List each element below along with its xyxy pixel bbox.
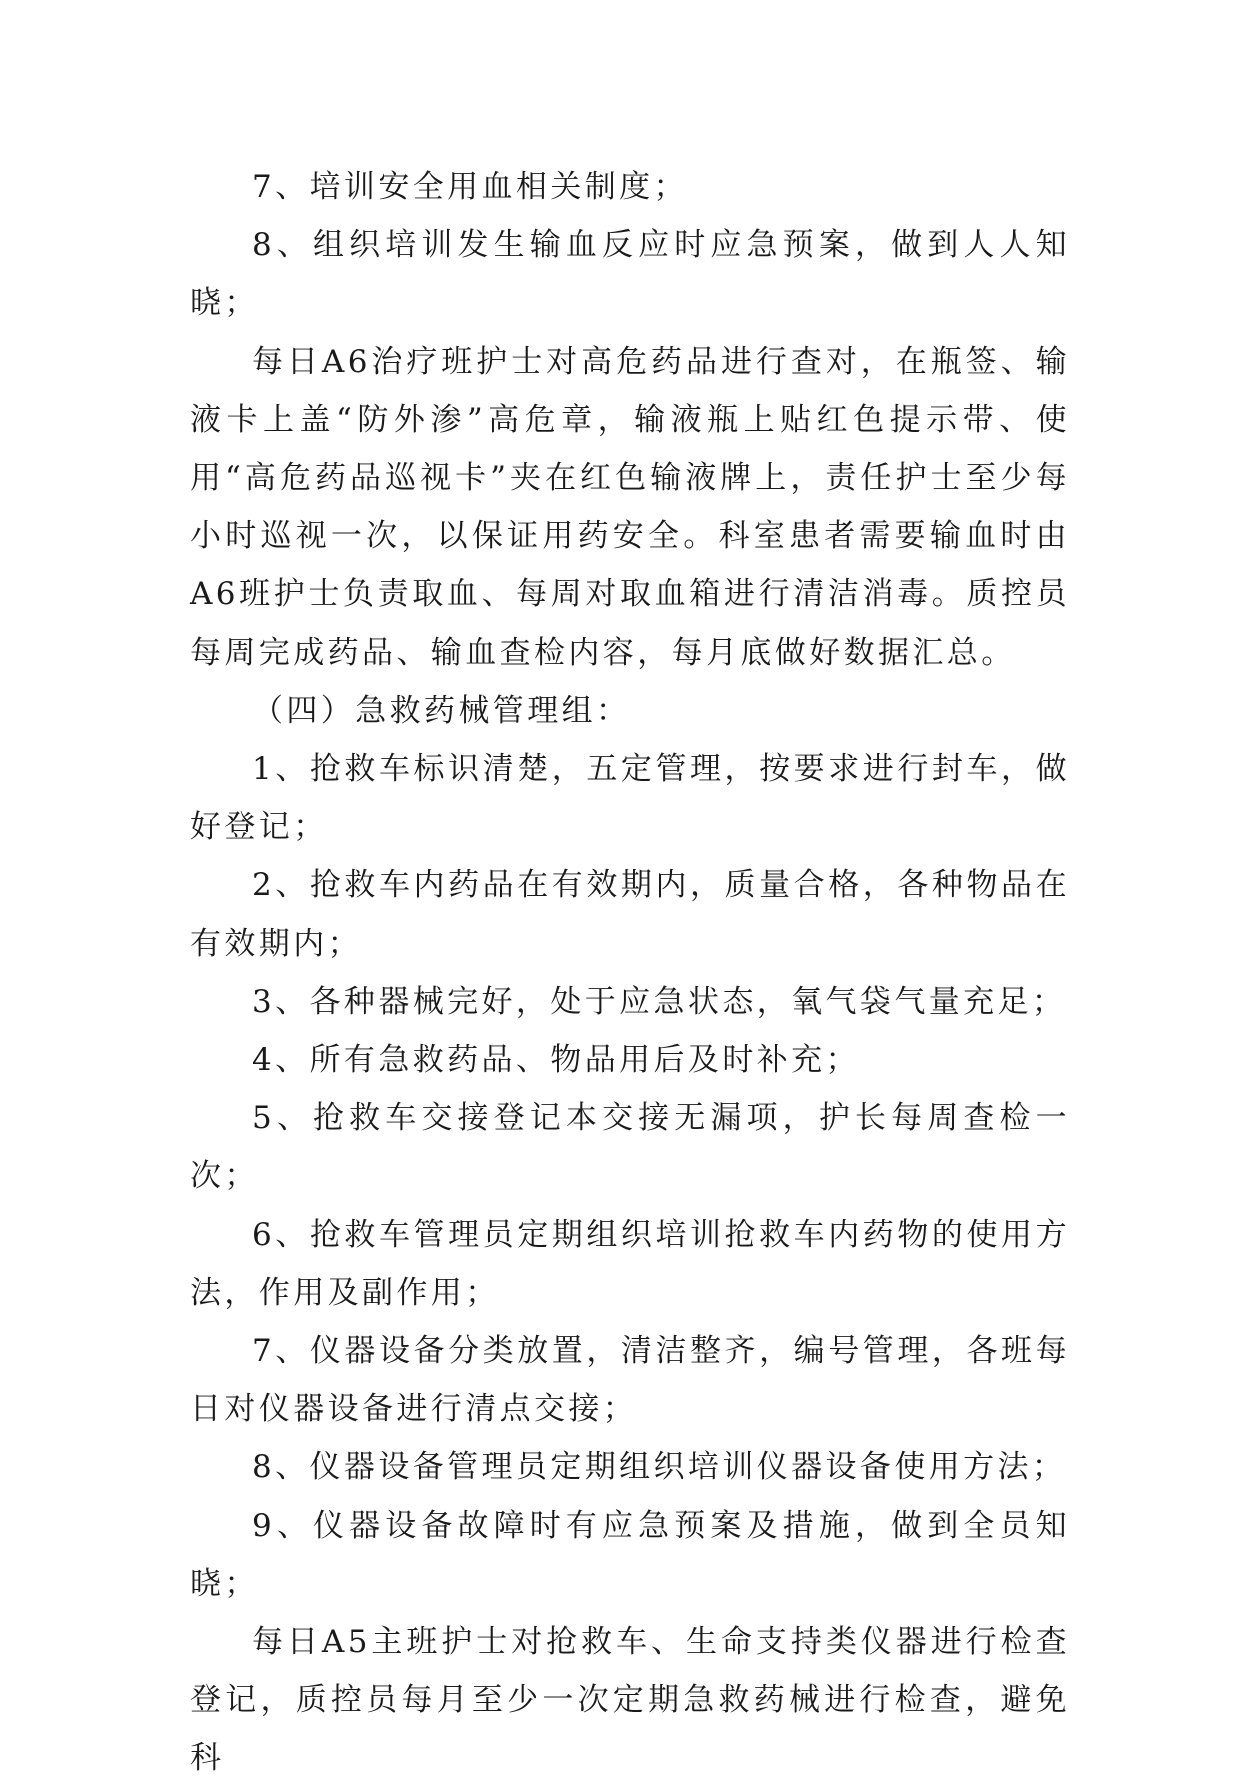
- paragraph-cart-labeling: 1、抢救车标识清楚，五定管理，按要求进行封车，做好登记；: [190, 751, 1070, 846]
- paragraph-instruments: 3、各种器械完好，处于应急状态，氧气袋气量充足；: [252, 983, 1067, 1020]
- paragraph-transfusion-emergency: 8、组织培训发生输血反应时应急预案，做到人人知晓；: [190, 227, 1070, 322]
- paragraph-equipment-failure: 9、仪器设备故障时有应急预案及措施，做到全员知晓；: [190, 1507, 1070, 1602]
- paragraph-cart-handover: 5、抢救车交接登记本交接无漏项，护长每周查检一次；: [190, 1100, 1070, 1195]
- section-heading-emergency-equipment: （四）急救药械管理组：: [252, 692, 631, 729]
- paragraph-cart-manager-training: 6、抢救车管理员定期组织培训抢救车内药物的使用方法，作用及副作用；: [190, 1216, 1070, 1311]
- paragraph-equipment-training: 8、仪器设备管理员定期组织培训仪器设备使用方法；: [252, 1449, 1067, 1486]
- paragraph-equipment-storage: 7、仪器设备分类放置，清洁整齐，编号管理，各班每日对仪器设备进行清点交接；: [190, 1333, 1070, 1428]
- paragraph-high-risk-drugs: 每日A6治疗班护士对高危药品进行查对，在瓶签、输液卡上盖“防外渗”高危章，输液瓶上贴红色提示带、使用“高危药品巡视卡”夹在红色输液牌上，责任护士至少每小时巡视一次，以保证用药安全。科室患者需要输血时由A6班护士负责取血、每周对取血箱进行清洁消毒。质控员每周完成药品、输血查检内容，每月底做好数据汇总。: [190, 343, 1070, 671]
- paragraph-blood-training: 7、培训安全用血相关制度；: [252, 169, 688, 205]
- paragraph-replenish: 4、所有急救药品、物品用后及时补充；: [252, 1042, 860, 1079]
- paragraph-cart-drugs: 2、抢救车内药品在有效期内，质量合格，各种物品在有效期内；: [190, 867, 1070, 962]
- paragraph-daily-check: 每日A5主班护士对抢救车、生命支持类仪器进行检查登记，质控员每月至少一次定期急救药械进行检查，避免科: [190, 1624, 1070, 1777]
- document-body: [190, 158, 1070, 1788]
